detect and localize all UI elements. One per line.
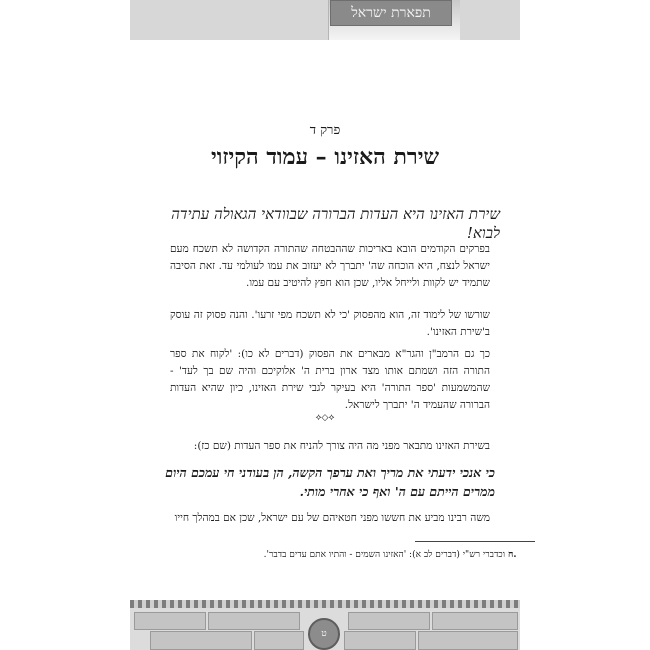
verse-quote: כי אנכי ידעתי את מריך ואת ערפך הקשה, הן בעודני חי עמכם היום ממרים הייתם עם ה' ואף כי אחרי מותי. <box>165 465 495 499</box>
footnote-text: וכדברי רש"י (דברים לב א): 'האזינו השמים - והתיו אתם עדים בדבר'. <box>263 550 505 560</box>
wall-brick <box>348 612 430 630</box>
wall-brick <box>208 612 300 630</box>
paragraph: כך גם הרמב"ן והגר"א מבארים את הפסוק (דברים לא כו): 'לקוח את ספר התורה הזה ושמתם אותו מצד ארון ברית ה' אלוקיכם והיה שם בך לעד' - שהמשמעות 'ספר התורה' היא בעיקר לגבי שירת האזינו, כיון שהיא העדות הברורה שהעמיד ה' יתברך לישראל. <box>170 348 490 411</box>
banner-tile <box>130 0 171 40</box>
header-banner <box>130 0 520 40</box>
section-ornament: ⟡◇⟡ <box>315 413 335 423</box>
footnote-divider <box>415 541 535 542</box>
banner-tile <box>460 0 520 40</box>
headline: שירת האזינו היא העדות הברורה שבוודאי הגאולה עתידה לבוא! <box>171 205 500 242</box>
wall-brick <box>344 631 416 650</box>
paragraph: בשירת האזינו מתבאר מפני מה היה צורך להניח את ספר העדות (שם כז): <box>193 440 490 452</box>
paragraph: שורשו של לימוד זה, הוא מהפסוק 'כי לא תשכח מפי זרעו'. והנה פסוק זה עוסק ב'שירת האזינו'. <box>170 309 490 338</box>
banner-tile <box>230 0 281 40</box>
wall-brick <box>254 631 304 650</box>
banner-tile <box>280 0 329 40</box>
banner-label: תפארת ישראל <box>330 0 452 26</box>
footnote-marker: ח. <box>508 550 517 560</box>
footer-banner <box>130 600 520 650</box>
banner-tile <box>170 0 231 40</box>
chapter-title: שירת האזינו – עמוד הקיזוי <box>210 144 440 170</box>
footer-frieze <box>130 600 520 608</box>
wall-brick <box>418 631 518 650</box>
wall-brick <box>432 612 518 630</box>
wall-brick <box>134 612 206 630</box>
wall-brick <box>150 631 252 650</box>
paragraph: בפרקים הקודמים הובא באריכות שההבטחה שהתורה הקדושה לא תשכח מעם ישראל לנצח, היא הוכחה שה' יתברך לא יעזוב את עמו לעולמי עד. זאת הסיבה שתמיד יש לקוות ולייחל אליו, שכן הוא חפץ להיטיב עם עמו. <box>170 243 490 289</box>
chapter-label: פרק ד <box>309 123 341 138</box>
paragraph: משה רבינו מביע את חששו מפני חטאיהם של עם ישראל, שכן אם במהלך חייו <box>174 512 490 524</box>
page-number-medallion: ט <box>308 618 340 650</box>
